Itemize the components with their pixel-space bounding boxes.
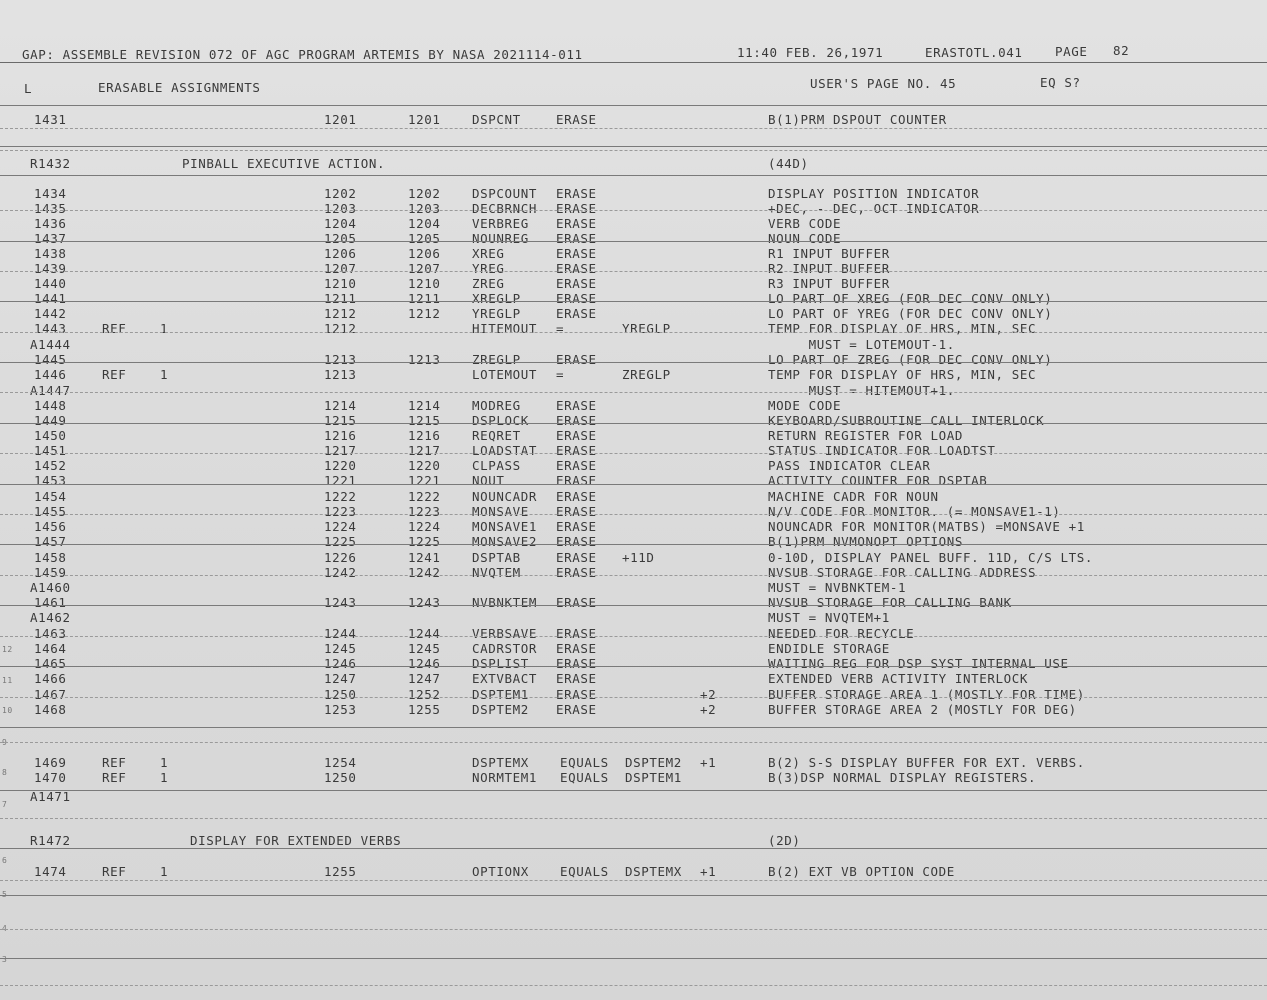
paper-rule [0,484,1267,485]
address-1: 1245 [324,641,357,656]
line-number: 1442 [34,306,67,321]
comment: NVSUB STORAGE FOR CALLING ADDRESS [768,565,1037,580]
opcode: ERASE [556,550,597,565]
line-number: 1438 [34,246,67,261]
symbol: ZREG [472,276,505,291]
address-1: 1202 [324,186,357,201]
symbol: MONSAVE1 [472,519,538,534]
operand-adjust: +1 [700,755,717,770]
line-number: 1450 [34,428,67,443]
paper-rule [0,742,1267,743]
paper-rule [0,150,1267,151]
ref-label: REF [102,367,127,382]
symbol: DSPLIST [472,656,529,671]
address-1: 1201 [324,112,357,127]
line-number: 1431 [34,112,67,127]
address-2: 1246 [408,656,441,671]
line-number: 1443 [34,321,67,336]
line-number: 1434 [34,186,67,201]
comment: LO PART OF YREG (FOR DEC CONV ONLY) [768,306,1053,321]
paper-rule [0,697,1267,698]
paper-rule [0,392,1267,393]
line-number: 1441 [34,291,67,306]
address-2: 1224 [408,519,441,534]
address-1: 1207 [324,261,357,276]
page-number: 82 [1113,43,1130,58]
symbol: NORMTEM1 [472,770,538,785]
comment: MACHINE CADR FOR NOUN [768,489,939,504]
comment: BUFFER STORAGE AREA 1 (MOSTLY FOR TIME) [768,687,1085,702]
address-1: 1210 [324,276,357,291]
address-1: 1206 [324,246,357,261]
comment: EXTENDED VERB ACTIVITY INTERLOCK [768,671,1029,686]
comment: LO PART OF ZREG (FOR DEC CONV ONLY) [768,352,1053,367]
address-2: 1216 [408,428,441,443]
operand: DSPTEM1 [625,770,682,785]
comment: NOUN CODE [768,231,842,246]
ref-count: 1 [160,770,169,785]
address-1: 1242 [324,565,357,580]
comment: PASS INDICATOR CLEAR [768,458,931,473]
listing-datetime: 11:40 FEB. 26,1971 [737,45,884,60]
address-2: 1217 [408,443,441,458]
symbol: REQRET [472,428,521,443]
operand: ZREGLP [622,367,671,382]
address-2: 1255 [408,702,441,717]
column-l-marker: L [24,81,33,96]
section-title: ERASABLE ASSIGNMENTS [98,80,261,95]
opcode: ERASE [556,246,597,261]
operand-adjust: +2 [700,702,717,717]
page-label: PAGE [1055,44,1088,59]
listing-title: GAP: ASSEMBLE REVISION 072 OF AGC PROGRAM ARTEMIS BY NASA 2021114-011 [22,47,583,62]
symbol: DSPTEM2 [472,702,529,717]
line-number: A1444 [30,337,71,352]
paper-rule [0,210,1267,211]
symbol: EXTVBACT [472,671,538,686]
opcode: ERASE [556,519,597,534]
paper-rule [0,146,1267,147]
listing-filename: ERASTOTL.041 [925,45,1023,60]
address-1: 1203 [324,201,357,216]
comment: B(1)PRM NVMONOPT OPTIONS [768,534,964,549]
address-2: 1223 [408,504,441,519]
address-2: 1243 [408,595,441,610]
operand-adjust: +1 [700,864,717,879]
comment: NOUNCADR FOR MONITOR(MATBS) =MONSAVE +1 [768,519,1085,534]
line-number: 1468 [34,702,67,717]
comment: +DEC, - DEC, OCT INDICATOR [768,201,980,216]
paper-rule [0,818,1267,819]
paper-rule [0,958,1267,959]
address-1: 1244 [324,626,357,641]
line-number: 1436 [34,216,67,231]
ref-count: 1 [160,321,169,336]
opcode: ERASE [556,443,597,458]
comment: B(1)PRM DSPOUT COUNTER [768,112,947,127]
opcode: = [556,367,565,382]
comment: MODE CODE [768,398,842,413]
comment: ACTIVITY COUNTER FOR DSPTAB [768,473,988,488]
line-number: 1469 [34,755,67,770]
section-remark: PINBALL EXECUTIVE ACTION. [182,156,386,171]
opcode: ERASE [556,112,597,127]
address-2: 1201 [408,112,441,127]
ref-label: REF [102,321,127,336]
address-2: 1206 [408,246,441,261]
paper-rule [0,985,1267,986]
opcode: ERASE [556,641,597,656]
line-number: 1470 [34,770,67,785]
symbol: DSPCNT [472,112,521,127]
paper-rule [0,575,1267,576]
address-1: 1250 [324,687,357,702]
symbol: DSPCOUNT [472,186,538,201]
symbol: DSPTEMX [472,755,529,770]
opcode: EQUALS [560,770,609,785]
ref-count: 1 [160,367,169,382]
opcode: ERASE [556,565,597,580]
ref-count: 1 [160,755,169,770]
comment: STATUS INDICATOR FOR LOADTST [768,443,996,458]
address-2: 1245 [408,641,441,656]
line-number: 1466 [34,671,67,686]
line-number: R1472 [30,833,71,848]
address-1: 1255 [324,864,357,879]
comment: NEEDED FOR RECYCLE [768,626,915,641]
address-1: 1212 [324,306,357,321]
address-2: 1211 [408,291,441,306]
paper-rule [0,605,1267,606]
opcode: ERASE [556,231,597,246]
line-number: 1464 [34,641,67,656]
address-1: 1215 [324,413,357,428]
opcode: ERASE [556,595,597,610]
comment: RETURN REGISTER FOR LOAD [768,428,964,443]
comment: (2D) [768,833,801,848]
address-2: 1241 [408,550,441,565]
address-1: 1213 [324,367,357,382]
paper-rule [0,105,1267,106]
line-number: 1453 [34,473,67,488]
opcode: ERASE [556,306,597,321]
address-2: 1210 [408,276,441,291]
line-number: 1458 [34,550,67,565]
paper-rule [0,271,1267,272]
comment: N/V CODE FOR MONITOR. (= MONSAVE1-1) [768,504,1061,519]
address-1: 1221 [324,473,357,488]
opcode: ERASE [556,201,597,216]
line-number: 1461 [34,595,67,610]
paper-rule [0,332,1267,333]
opcode: ERASE [556,534,597,549]
address-2: 1204 [408,216,441,231]
symbol: NOUNCADR [472,489,538,504]
comment: DISPLAY POSITION INDICATOR [768,186,980,201]
symbol: XREGLP [472,291,521,306]
address-2: 1252 [408,687,441,702]
symbol: NVBNKTEM [472,595,538,610]
opcode: ERASE [556,656,597,671]
symbol: HITEMOUT [472,321,538,336]
opcode: ERASE [556,473,597,488]
symbol: VERBSAVE [472,626,538,641]
opcode: ERASE [556,186,597,201]
symbol: YREGLP [472,306,521,321]
address-2: 1203 [408,201,441,216]
address-2: 1213 [408,352,441,367]
address-2: 1225 [408,534,441,549]
address-1: 1250 [324,770,357,785]
opcode: ERASE [556,352,597,367]
address-2: 1205 [408,231,441,246]
comment: (44D) [768,156,809,171]
comment: TEMP FOR DISPLAY OF HRS, MIN, SEC [768,367,1037,382]
symbol: YREG [472,261,505,276]
symbol: CADRSTOR [472,641,538,656]
line-number: 1467 [34,687,67,702]
comment: 0-10D, DISPLAY PANEL BUFF. 11D, C/S LTS. [768,550,1094,565]
symbol: MONSAVE2 [472,534,538,549]
comment: LO PART OF XREG (FOR DEC CONV ONLY) [768,291,1053,306]
line-number: 1465 [34,656,67,671]
opcode: EQUALS [560,864,609,879]
address-1: 1226 [324,550,357,565]
users-page: USER'S PAGE NO. 45 [810,76,957,91]
address-1: 1243 [324,595,357,610]
opcode: ERASE [556,216,597,231]
paper-rule [0,128,1267,129]
paper-rule [0,423,1267,424]
comment: B(2) EXT VB OPTION CODE [768,864,955,879]
comment: MUST = LOTEMOUT-1. [768,337,955,352]
symbol: LOTEMOUT [472,367,538,382]
address-2: 1220 [408,458,441,473]
opcode: ERASE [556,261,597,276]
address-1: 1204 [324,216,357,231]
symbol: NOUNREG [472,231,529,246]
paper-rule [0,790,1267,791]
paper-rule [0,544,1267,545]
symbol: OPTIONX [472,864,529,879]
comment: MUST = HITEMOUT+1. [768,383,955,398]
address-1: 1222 [324,489,357,504]
paper-rule [0,636,1267,637]
address-2: 1215 [408,413,441,428]
symbol: XREG [472,246,505,261]
opcode: ERASE [556,687,597,702]
symbol: DECBRNCH [472,201,538,216]
address-2: 1207 [408,261,441,276]
address-1: 1254 [324,755,357,770]
line-number: 1439 [34,261,67,276]
paper-rule [0,880,1267,881]
address-2: 1244 [408,626,441,641]
line-number: 1451 [34,443,67,458]
address-1: 1247 [324,671,357,686]
line-number: 1445 [34,352,67,367]
comment: VERB CODE [768,216,842,231]
comment: WAITING REG FOR DSP SYST INTERNAL USE [768,656,1069,671]
line-number: A1447 [30,383,71,398]
symbol: LOADSTAT [472,443,538,458]
comment: R3 INPUT BUFFER [768,276,890,291]
comment: MUST = NVQTEM+1 [768,610,890,625]
comment: BUFFER STORAGE AREA 2 (MOSTLY FOR DEG) [768,702,1077,717]
opcode: EQUALS [560,755,609,770]
paper-rule [0,514,1267,515]
line-number: 1449 [34,413,67,428]
address-1: 1253 [324,702,357,717]
opcode: ERASE [556,671,597,686]
paper-rule [0,929,1267,930]
comment: MUST = NVBNKTEM-1 [768,580,907,595]
address-2: 1247 [408,671,441,686]
symbol: ZREGLP [472,352,521,367]
comment: ENDIDLE STORAGE [768,641,890,656]
opcode: ERASE [556,276,597,291]
opcode: ERASE [556,458,597,473]
comment: TEMP FOR DISPLAY OF HRS, MIN, SEC [768,321,1037,336]
line-number: 1457 [34,534,67,549]
line-number: 1446 [34,367,67,382]
comment: B(3)DSP NORMAL DISPLAY REGISTERS. [768,770,1037,785]
line-number: 1435 [34,201,67,216]
address-1: 1216 [324,428,357,443]
comment: KEYBOARD/SUBROUTINE CALL INTERLOCK [768,413,1045,428]
symbol: DSPTAB [472,550,521,565]
paper-rule [0,175,1267,176]
opcode: ERASE [556,626,597,641]
comment: B(2) S-S DISPLAY BUFFER FOR EXT. VERBS. [768,755,1085,770]
line-number: R1432 [30,156,71,171]
line-number: 1452 [34,458,67,473]
line-number: 1463 [34,626,67,641]
paper-rule [0,848,1267,849]
address-1: 1217 [324,443,357,458]
symbol: DSPTEM1 [472,687,529,702]
opcode: ERASE [556,291,597,306]
address-1: 1213 [324,352,357,367]
line-number: 1448 [34,398,67,413]
ref-label: REF [102,864,127,879]
paper-rule [0,301,1267,302]
opcode: ERASE [556,702,597,717]
operand: DSPTEMX [625,864,682,879]
ref-label: REF [102,755,127,770]
operand: YREGLP [622,321,671,336]
address-1: 1211 [324,291,357,306]
opcode: ERASE [556,489,597,504]
address-2: 1202 [408,186,441,201]
ref-label: REF [102,770,127,785]
symbol: NVQTEM [472,565,521,580]
line-number: A1460 [30,580,71,595]
address-2: 1212 [408,306,441,321]
operand: +11D [622,550,655,565]
symbol: NOUT [472,473,505,488]
paper-rule [0,666,1267,667]
symbol: DSPLOCK [472,413,529,428]
address-2: 1242 [408,565,441,580]
address-1: 1225 [324,534,357,549]
eq-flag: EQ S? [1040,75,1081,90]
line-number: 1454 [34,489,67,504]
address-1: 1246 [324,656,357,671]
section-remark: DISPLAY FOR EXTENDED VERBS [190,833,402,848]
symbol: MONSAVE [472,504,529,519]
listing-page: GAP: ASSEMBLE REVISION 072 OF AGC PROGRAM ARTEMIS BY NASA 2021114-011 11:40 FEB. 26,1971 ERASTOTL.041 PAGE 82 L ERASABLE ASSIGNMENTS USER'S PAGE NO. 45 EQ S? 1431 1201 1201 DSPCNT ERASE B(1)PRM DSPOUT COUNTER R1432 (44D) PINBALL EXECUTIVE ACTION. 1434 1202 1202 DSPCOUNT ERASE DISPLAY POSITION INDICATOR 1435 1203 1203 DECBRNCH ERASE +DEC, - DEC, OCT INDICATOR 1436 1204 1204 VERBREG ERASE VERB CODE 1437 1205 1205 NOUNREG ERASE NOUN CODE 1438 1206 1206 XREG ERASE R1 INPUT BUFFER 1439 1207 1207 YREG ERASE R2 INPUT BUFFER 1440 1210 1210 ZREG ERASE R3 INPUT BUFFER 1441 1211 1211 XREGLP ERASE LO PART OF XREG (FOR DEC CONV ONLY) 1442 1212 1212 YREGLP ERASE LO PART OF YREG (FOR DEC CONV ONLY) 1443 REF 1 1212 HITEMOUT = YREGLP TEMP FOR DISPLAY OF HRS, MIN, SEC A1444 MUST = LOTEMOUT-1. 1445 1213 1213 ZREGLP ERASE LO PART OF ZREG (FOR DEC CONV ONLY) 1446 REF 1 1213 LOTEMOUT = ZREGLP TEMP FOR DISPLAY OF HRS, MIN, SEC A1447 MUST = HITEMOUT+1. 1448 1214 1214 MODREG ERASE MODE CODE 1449 1215 1215 DSPLOCK ERASE KEYBOARD/SUBROUTINE CALL INTERLOCK 1450 1216 1216 REQRET ERASE RETURN REGISTER FOR LOAD 1451 1217 1217 LOADSTAT ERASE STATUS INDICATOR FOR LOADTST 1452 1220 1220 CLPASS ERASE PASS INDICATOR CLEAR 1453 1221 1221 NOUT ERASE ACTIVITY COUNTER FOR DSPTAB 1454 1222 1222 NOUNCADR ERASE MACHINE CADR FOR NOUN 1455 1223 1223 MONSAVE ERASE N/V CODE FOR MONITOR. (= MONSAVE1-1) 1456 1224 1224 MONSAVE1 ERASE NOUNCADR FOR MONITOR(MATBS) =MONSAVE +1 1457 1225 1225 MONSAVE2 ERASE B(1)PRM NVMONOPT OPTIONS 1458 1226 1241 DSPTAB ERASE +11D 0-10D, DISPLAY PANEL BUFF. 11D, C/S LTS. 1459 1242 1242 NVQTEM ERASE NVSUB STORAGE FOR CALLING ADDRESS A1460 MUST = NVBNKTEM-1 1461 1243 1243 NVBNKTEM ERASE NVSUB STORAGE FOR CALLING BANK A1462 MUST = NVQTEM+1 1463 1244 1244 VERBSAVE ERASE NEEDED FOR RECYCLE 1464 1245 1245 CADRSTOR ERASE ENDIDLE STORAGE 1465 1246 1246 DSPLIST ERASE WAITING REG FOR DSP SYST INTERNAL USE 1466 1247 1247 EXTVBACT ERASE EXTENDED VERB ACTIVITY INTERLOCK 1467 1250 1252 DSPTEM1 ERASE +2 BUFFER STORAGE AREA 1 (MOSTLY FOR TIME) 1468 1253 1255 DSPTEM2 ERASE +2 BUFFER STORAGE AREA 2 (MOSTLY FOR DEG) 1469 REF 1 1254 DSPTEMX EQUALS DSPTEM2 +1 B(2) S-S DISPLAY BUFFER FOR EXT. VERBS. 1470 REF 1 1250 NORMTEM1 EQUALS DSPTEM1 B(3)DSP NORMAL DISPLAY REGISTERS. A1471 R1472 (2D) DISPLAY FOR EXTENDED VERBS 1474 REF 1 1255 OPTIONX EQUALS DSPTEMX +1 B(2) EXT VB OPTION CODE 12 11 10 9 8 7 6 5 4 3 [0,0,1267,1000]
symbol: MODREG [472,398,521,413]
comment: R1 INPUT BUFFER [768,246,890,261]
line-number: A1462 [30,610,71,625]
paper-rule [0,241,1267,242]
operand-adjust: +2 [700,687,717,702]
address-1: 1214 [324,398,357,413]
address-2: 1221 [408,473,441,488]
address-1: 1224 [324,519,357,534]
operand: DSPTEM2 [625,755,682,770]
opcode: ERASE [556,413,597,428]
opcode: ERASE [556,504,597,519]
opcode: ERASE [556,398,597,413]
line-number: 1455 [34,504,67,519]
address-1: 1220 [324,458,357,473]
opcode: = [556,321,565,336]
address-2: 1214 [408,398,441,413]
line-number: 1474 [34,864,67,879]
address-1: 1223 [324,504,357,519]
paper-rule [0,895,1267,896]
address-2: 1222 [408,489,441,504]
comment: NVSUB STORAGE FOR CALLING BANK [768,595,1012,610]
paper-rule [0,362,1267,363]
address-1: 1205 [324,231,357,246]
line-number: 1437 [34,231,67,246]
address-1: 1212 [324,321,357,336]
opcode: ERASE [556,428,597,443]
line-number: A1471 [30,789,71,804]
paper-rule [0,453,1267,454]
line-number: 1440 [34,276,67,291]
symbol: CLPASS [472,458,521,473]
symbol: VERBREG [472,216,529,231]
comment: R2 INPUT BUFFER [768,261,890,276]
line-number: 1456 [34,519,67,534]
paper-rule [0,727,1267,728]
line-number: 1459 [34,565,67,580]
ref-count: 1 [160,864,169,879]
